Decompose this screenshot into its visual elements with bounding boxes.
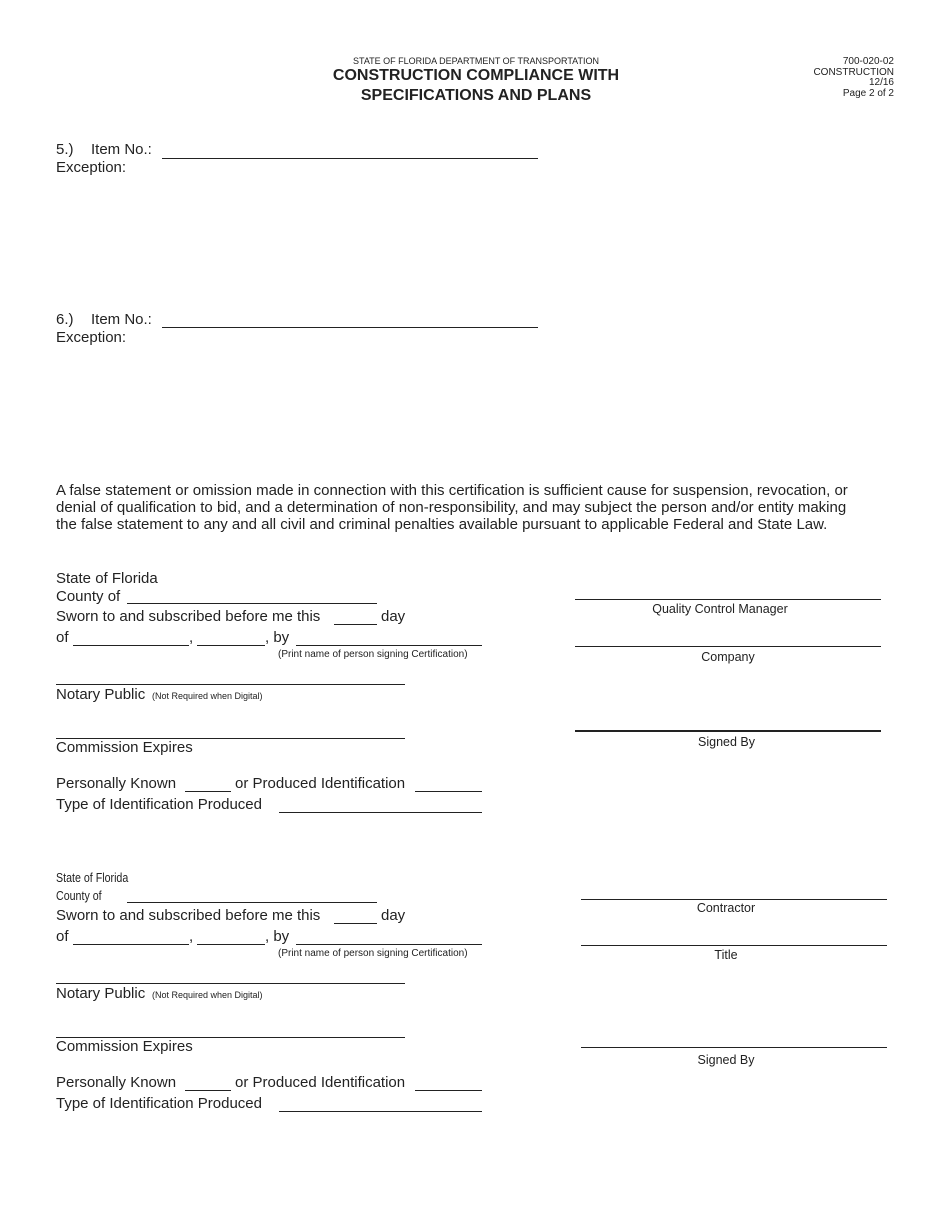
notary1-month-input[interactable] <box>73 645 189 646</box>
title-label: Title <box>714 948 738 962</box>
notary2-of-label: of <box>56 928 69 945</box>
notary1-sworn-label: Sworn to and subscribed before me this <box>56 608 321 625</box>
notary1-day-label: day <box>381 608 406 625</box>
form-title-line1: CONSTRUCTION COMPLIANCE WITH <box>332 67 620 84</box>
notary2-produced-id-input[interactable] <box>415 1090 482 1091</box>
notary1-county-label: County of <box>56 588 121 605</box>
notary1-notary-signature-line[interactable] <box>56 684 405 685</box>
notary2-personally-known-label: Personally Known <box>56 1074 177 1091</box>
notary2-notary-note: (Not Required when Digital) <box>152 990 263 1000</box>
notary2-id-type-input[interactable] <box>279 1111 482 1112</box>
notary2-month-input[interactable] <box>73 944 189 945</box>
form-category: CONSTRUCTION <box>813 67 894 78</box>
notary2-day-label: day <box>381 907 406 924</box>
disclaimer-line1: A false statement or omission made in connection with this certification is sufficient cause for suspension, revocation, or <box>56 482 848 499</box>
notary2-notary-public-label: Notary Public <box>56 985 146 1002</box>
notary2-name-input[interactable] <box>296 944 482 945</box>
contractor-signature-line[interactable] <box>581 899 887 900</box>
item-5-exception-label: Exception: <box>56 159 127 176</box>
notary1-year-input[interactable] <box>197 645 265 646</box>
notary1-personally-known-label: Personally Known <box>56 775 177 792</box>
agency-name: STATE OF FLORIDA DEPARTMENT OF TRANSPORTATION <box>352 56 600 66</box>
item-6-number: 6.) <box>56 311 74 328</box>
qc-manager-signature-line[interactable] <box>575 599 881 600</box>
notary1-state: State of Florida <box>56 570 158 587</box>
signed-by-line-2[interactable] <box>581 1047 887 1048</box>
disclaimer-line2: denial of qualification to bid, and a determination of non-responsibility, and may subject the person and/or entity making <box>56 499 847 516</box>
notary2-id-type-label: Type of Identification Produced <box>56 1095 262 1112</box>
contractor-label: Contractor <box>696 901 756 915</box>
notary1-notary-note: (Not Required when Digital) <box>152 691 263 701</box>
item-6-exception-label: Exception: <box>56 329 127 346</box>
notary1-id-type-input[interactable] <box>279 812 482 813</box>
notary2-state: State of Florida <box>56 870 129 885</box>
notary2-comma: , <box>189 928 194 945</box>
notary2-produced-id-label: or Produced Identification <box>235 1074 406 1091</box>
notary1-produced-id-label: or Produced Identification <box>235 775 406 792</box>
notary1-personally-known-input[interactable] <box>185 791 231 792</box>
item-5-number: 5.) <box>56 141 74 158</box>
qc-manager-label: Quality Control Manager <box>652 602 788 616</box>
notary1-produced-id-input[interactable] <box>415 791 482 792</box>
form-title-line2: SPECIFICATIONS AND PLANS <box>360 87 592 104</box>
form-number: 700-020-02 <box>842 56 894 67</box>
notary1-notary-public-label: Notary Public <box>56 686 146 703</box>
notary1-day-input[interactable] <box>334 624 377 625</box>
notary1-print-name-hint: (Print name of person signing Certification) <box>278 649 468 660</box>
notary2-notary-signature-line[interactable] <box>56 983 405 984</box>
notary2-county-label: County of <box>56 888 102 903</box>
signed-by-label-1: Signed By <box>698 735 755 749</box>
company-signature-line[interactable] <box>575 646 881 647</box>
form-revision: 12/16 <box>868 77 894 88</box>
item-6-label: Item No.: <box>91 311 152 328</box>
company-label: Company <box>701 650 755 664</box>
notary1-by-label: , by <box>265 629 290 646</box>
notary2-year-input[interactable] <box>197 944 265 945</box>
notary1-commission-label: Commission Expires <box>56 739 193 756</box>
notary2-print-name-hint: (Print name of person signing Certification) <box>278 948 468 959</box>
notary1-name-input[interactable] <box>296 645 482 646</box>
notary2-sworn-label: Sworn to and subscribed before me this <box>56 907 321 924</box>
notary2-day-input[interactable] <box>334 923 377 924</box>
notary1-id-type-label: Type of Identification Produced <box>56 796 262 813</box>
page-number: Page 2 of 2 <box>842 88 894 99</box>
signed-by-label-2: Signed By <box>697 1053 755 1067</box>
notary2-by-label: , by <box>265 928 290 945</box>
title-signature-line[interactable] <box>581 945 887 946</box>
notary1-comma: , <box>189 629 194 646</box>
notary2-personally-known-input[interactable] <box>185 1090 231 1091</box>
disclaimer-line3: the false statement to any and all civil and criminal penalties available pursuant to applicable Federal and State Law. <box>56 516 828 533</box>
signed-by-line-1[interactable] <box>575 730 881 732</box>
item-5-label: Item No.: <box>91 141 152 158</box>
item-6-input[interactable] <box>162 327 538 328</box>
notary2-county-input[interactable] <box>127 902 377 903</box>
item-5-input[interactable] <box>162 158 538 159</box>
notary1-county-input[interactable] <box>127 603 377 604</box>
notary2-commission-label: Commission Expires <box>56 1038 193 1055</box>
notary1-of-label: of <box>56 629 69 646</box>
